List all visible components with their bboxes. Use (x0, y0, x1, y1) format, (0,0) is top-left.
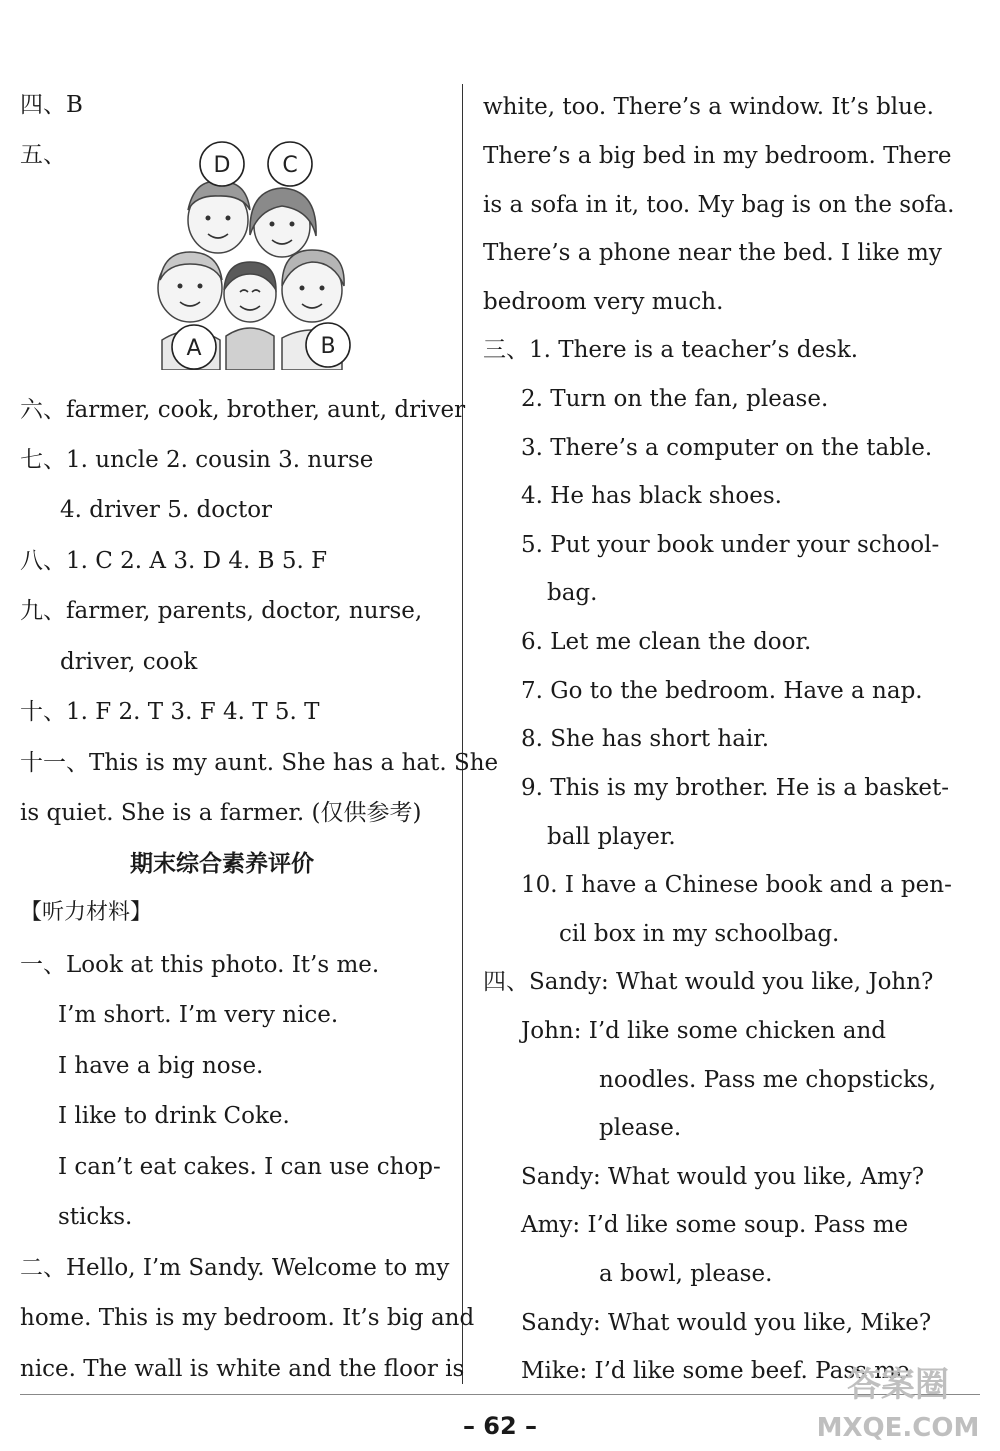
label-d: D (213, 153, 231, 178)
dialogue-line: please. (599, 1115, 682, 1141)
label-c: C (282, 153, 298, 178)
answer-line: home. This is my bedroom. It’s big and (20, 1305, 475, 1331)
label-a: A (186, 336, 202, 361)
answer-line: 9. This is my brother. He is a basket- (521, 775, 950, 801)
answer-line: 十一、This is my aunt. She has a hat. She (20, 750, 499, 776)
watermark-text: 答案圈 (847, 1365, 949, 1405)
answer-line: is a sofa in it, too. My bag is on the sofa. (483, 192, 955, 218)
dialogue-line: Sandy: What would you like, Amy? (521, 1164, 925, 1190)
answer-line: 七、1. uncle 2. cousin 3. nurse (20, 447, 374, 473)
answer-line: 八、1. C 2. A 3. D 4. B 5. F (20, 548, 328, 574)
answer-line: bag. (547, 580, 598, 606)
answer-line: 4. driver 5. doctor (60, 497, 273, 523)
column-divider (462, 84, 463, 1384)
label-b: B (320, 334, 336, 359)
watermark-url: MXQE.COM (816, 1413, 980, 1443)
answer-line: white, too. There’s a window. It’s blue. (483, 94, 934, 120)
answer-line: 4. He has black shoes. (521, 483, 782, 509)
answer-line: sticks. (58, 1204, 133, 1230)
dialogue-line: a bowl, please. (599, 1261, 773, 1287)
answer-line: There’s a big bed in my bedroom. There (483, 143, 952, 169)
answer-line: 2. Turn on the fan, please. (521, 386, 829, 412)
answer-line: cil box in my schoolbag. (559, 921, 840, 947)
dialogue-line: Mike: I’d like some beef. Pass me (521, 1358, 910, 1384)
family-picture (150, 140, 370, 370)
answer-line: I can’t eat cakes. I can use chop- (58, 1154, 441, 1180)
family-illustration (150, 140, 370, 370)
answer-line: nice. The wall is white and the floor is (20, 1356, 465, 1382)
answer-line: 5. Put your book under your school- (521, 532, 940, 558)
watermark-logo (800, 1352, 996, 1448)
answer-line: I have a big nose. (58, 1053, 264, 1079)
answer-line: 一、Look at this photo. It’s me. (20, 952, 380, 978)
dialogue-line: noodles. Pass me chopsticks, (599, 1067, 937, 1093)
answer-line: 二、Hello, I’m Sandy. Welcome to my (20, 1255, 450, 1281)
section-heading: 期末综合素养评价 (130, 851, 314, 877)
answer-line: 7. Go to the bedroom. Have a nap. (521, 678, 923, 704)
dialogue-line: Sandy: What would you like, Mike? (521, 1310, 932, 1336)
answer-line: I’m short. I’m very nice. (58, 1002, 339, 1028)
answer-line: 四、B (20, 92, 83, 118)
answer-line: 8. She has short hair. (521, 726, 770, 752)
answer-line: 四、Sandy: What would you like, John? (483, 969, 934, 995)
answer-line: 九、farmer, parents, doctor, nurse, (20, 598, 423, 624)
answer-line: is quiet. She is a farmer. (仅供参考) (20, 800, 422, 826)
answer-line: ball player. (547, 824, 676, 850)
answer-line: driver, cook (60, 649, 198, 675)
answer-line: 十、1. F 2. T 3. F 4. T 5. T (20, 699, 320, 725)
answer-line: 三、1. There is a teacher’s desk. (483, 337, 859, 363)
answer-line: I like to drink Coke. (58, 1103, 290, 1129)
dialogue-line: John: I’d like some chicken and (521, 1018, 886, 1044)
page-number: – 62 – (462, 1412, 538, 1440)
answer-line: 六、farmer, cook, brother, aunt, driver (20, 397, 466, 423)
answer-line: 10. I have a Chinese book and a pen- (521, 872, 952, 898)
answer-line: 6. Let me clean the door. (521, 629, 812, 655)
answer-line: There’s a phone near the bed. I like my (483, 240, 942, 266)
answer-line: 3. There’s a computer on the table. (521, 435, 933, 461)
listening-heading: 【听力材料】 (20, 900, 153, 925)
answer-line: bedroom very much. (483, 289, 724, 315)
answer-line: 五、 (20, 142, 66, 168)
dialogue-line: Amy: I’d like some soup. Pass me (521, 1212, 909, 1238)
